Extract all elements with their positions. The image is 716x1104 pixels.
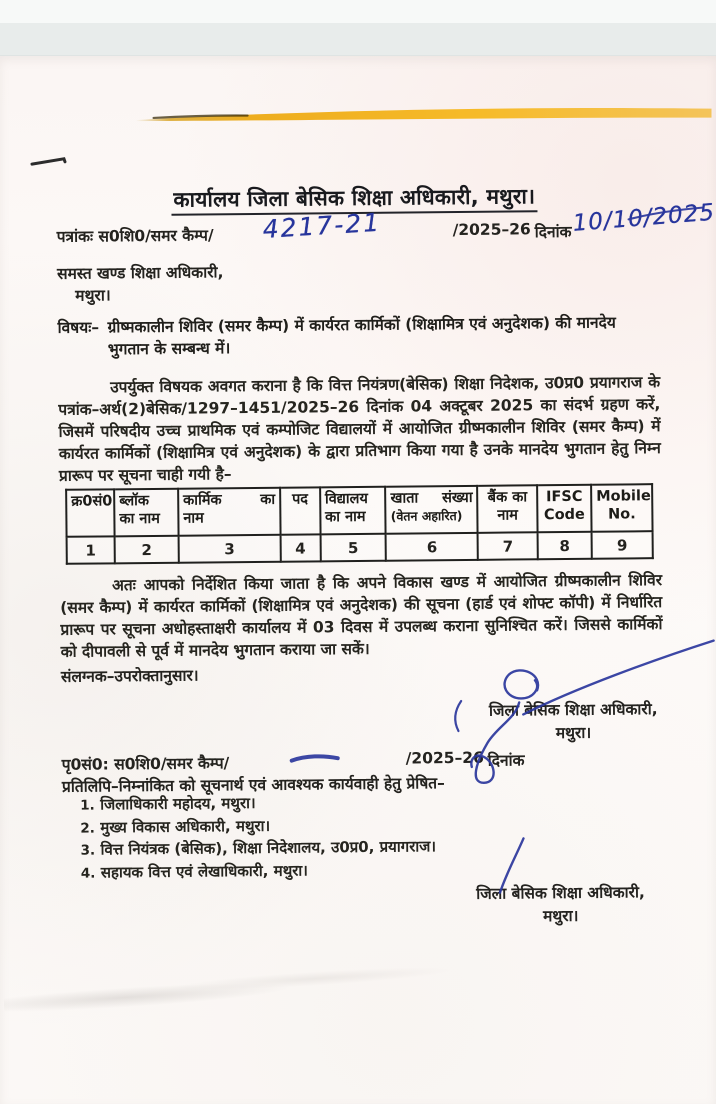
signatory-title: जिला बेसिक शिक्षा अधिकारी, (476, 883, 645, 903)
col-bank-name: बैंक का नाम (477, 485, 537, 533)
copy-item: 3. वित्त नियंत्रक (बेसिक), शिक्षा निदेशालय, उ0प्र0, प्रयागराज। (80, 837, 437, 859)
table-cell: 9 (592, 531, 653, 559)
col-mobile-no: Mobile No. (591, 484, 652, 532)
body-paragraph-2-block (60, 569, 663, 687)
subject-label: विषयः– (57, 318, 100, 337)
scan-edge-gray-bar (0, 23, 716, 56)
subject-text: ग्रीष्मकालीन शिविर (समर कैम्प) में कार्यरत कार्मिकों (शिक्षामित्र एवं अनुदेशक) की मानदेय भुगतान के सम्बन्ध में। (107, 313, 616, 359)
col-post: पद (280, 487, 320, 534)
signatory-title: जिला बेसिक शिक्षा अधिकारी, (488, 700, 658, 720)
table-cell: 2 (115, 536, 179, 564)
body-paragraph-1: उपर्युक्त विषयक अवगत कराना है कि वित्त नियंत्रण(बेसिक) शिक्षा निदेशक, उ0प्र0 प्रयागराज के पत्रांक–अर्थ(2)बेसिक/1297–1451/2025–26 दिनांक 04 अक्टूबर 2025 का संदर्भ ग्रहण करें, जिसमें परिषदीय उच्च प्राथमिक एवं कम्पोजिट विद्यालयों में आयोजित ग्रीष्मकालीन शिविर (समर कैम्प) में कार्यरत कार्मिकों (शिक्षामित्र एवं अनुदेशक) के द्वारा प्रतिभाग किया गया है उनके मानदेय भुगतान हेतु निम्न प्रारूप पर सूचना चाही गयी है– (58, 373, 661, 485)
table-cell: 4 (280, 534, 320, 561)
table-cell: 3 (178, 535, 280, 563)
signatory-place: मथुरा। (555, 723, 592, 743)
table-cell: 8 (538, 532, 592, 560)
table-number-row (67, 531, 653, 564)
scan-smudge (2, 947, 485, 1047)
table-header-row (66, 484, 652, 537)
copy-item: 2. मुख्य विकास अधिकारी, मथुरा। (80, 816, 271, 837)
pen-dash-mark (26, 153, 76, 169)
endorsement-prefix: पृ0सं0: स0शि0/समर कैम्प/ (61, 754, 230, 774)
endorsement-year: /2025–26 (405, 748, 484, 768)
format-table (65, 483, 654, 565)
ref-year: /2025–26 (452, 220, 531, 240)
col-ifsc-code: IFSC Code (537, 485, 591, 533)
col-block-name: ब्लॉक का नाम (114, 489, 178, 537)
table-cell: 6 (386, 533, 478, 561)
signature-block-2 (443, 881, 678, 929)
copy-item: 1. जिलाधिकारी महोदय, मथुरा। (80, 793, 256, 814)
addressee-line2: मथुरा। (75, 286, 111, 305)
col-school-name: विद्यालय का नाम (320, 487, 386, 535)
body-paragraph-2: अतः आपको निर्देशित किया जाता है कि अपने विकास खण्ड में आयोजित ग्रीष्मकालीन शिविर (समर कैम्प) में कार्यरत कार्मिकों (शिक्षामित्र एवं अनुदेशक) की सूचना (हार्ड एवं शोफ्ट कॉपी) में निर्धारित प्रारूप पर सूचना अधोहस्ताक्षरी कार्यालय में 03 दिवस में उपलब्ध कराना सुनिश्चित करें। जिससे कार्मिकों को दीपावली से पूर्व में मानदेय भुगतान कराया जा सकें। (60, 571, 663, 661)
ref-date-handwritten: 10/10/2025 (571, 199, 716, 237)
copy-item: 4. सहायक वित्त एवं लेखाधिकारी, मथुरा। (80, 860, 309, 882)
signature-block-1 (453, 698, 693, 746)
ref-prefix: पत्रांकः स0शि0/समर कैम्प/ (56, 226, 214, 246)
copy-list (62, 789, 623, 884)
addressee-line1: समस्त खण्ड शिक्षा अधिकारी, (56, 263, 224, 283)
table-cell: 1 (67, 536, 115, 563)
col-account-number: खाता संख्या (वेतन अहारित) (385, 486, 477, 534)
scan-edge-top-bar (0, 0, 716, 23)
office-title: कार्यालय जिला बेसिक शिक्षा अधिकारी, मथुरा। (0, 181, 712, 216)
endorsement-date-label: दिनांक (487, 751, 525, 770)
col-worker-name: कार्मिक का नाम (178, 488, 280, 536)
page-content (0, 53, 716, 1104)
enclosure-line: संलग्नक–उपरोक्तानुसार। (60, 666, 199, 686)
signatory-place: मथुरा। (542, 906, 579, 926)
table-cell: 7 (478, 532, 538, 560)
copy-heading: प्रतिलिपि–निम्नांकित को सूचनार्थ एवं आवश्यक कार्यवाही हेतु प्रेषित– (61, 774, 445, 796)
ref-number-handwritten: 4217-21 (261, 207, 382, 244)
highlighter-streak (0, 103, 712, 134)
col-serial: क्र0सं0 (66, 489, 114, 536)
table-cell: 5 (320, 534, 386, 562)
letter-paper (0, 56, 716, 1104)
subject-block (57, 311, 657, 361)
ref-date-label: दिनांक (534, 222, 572, 242)
